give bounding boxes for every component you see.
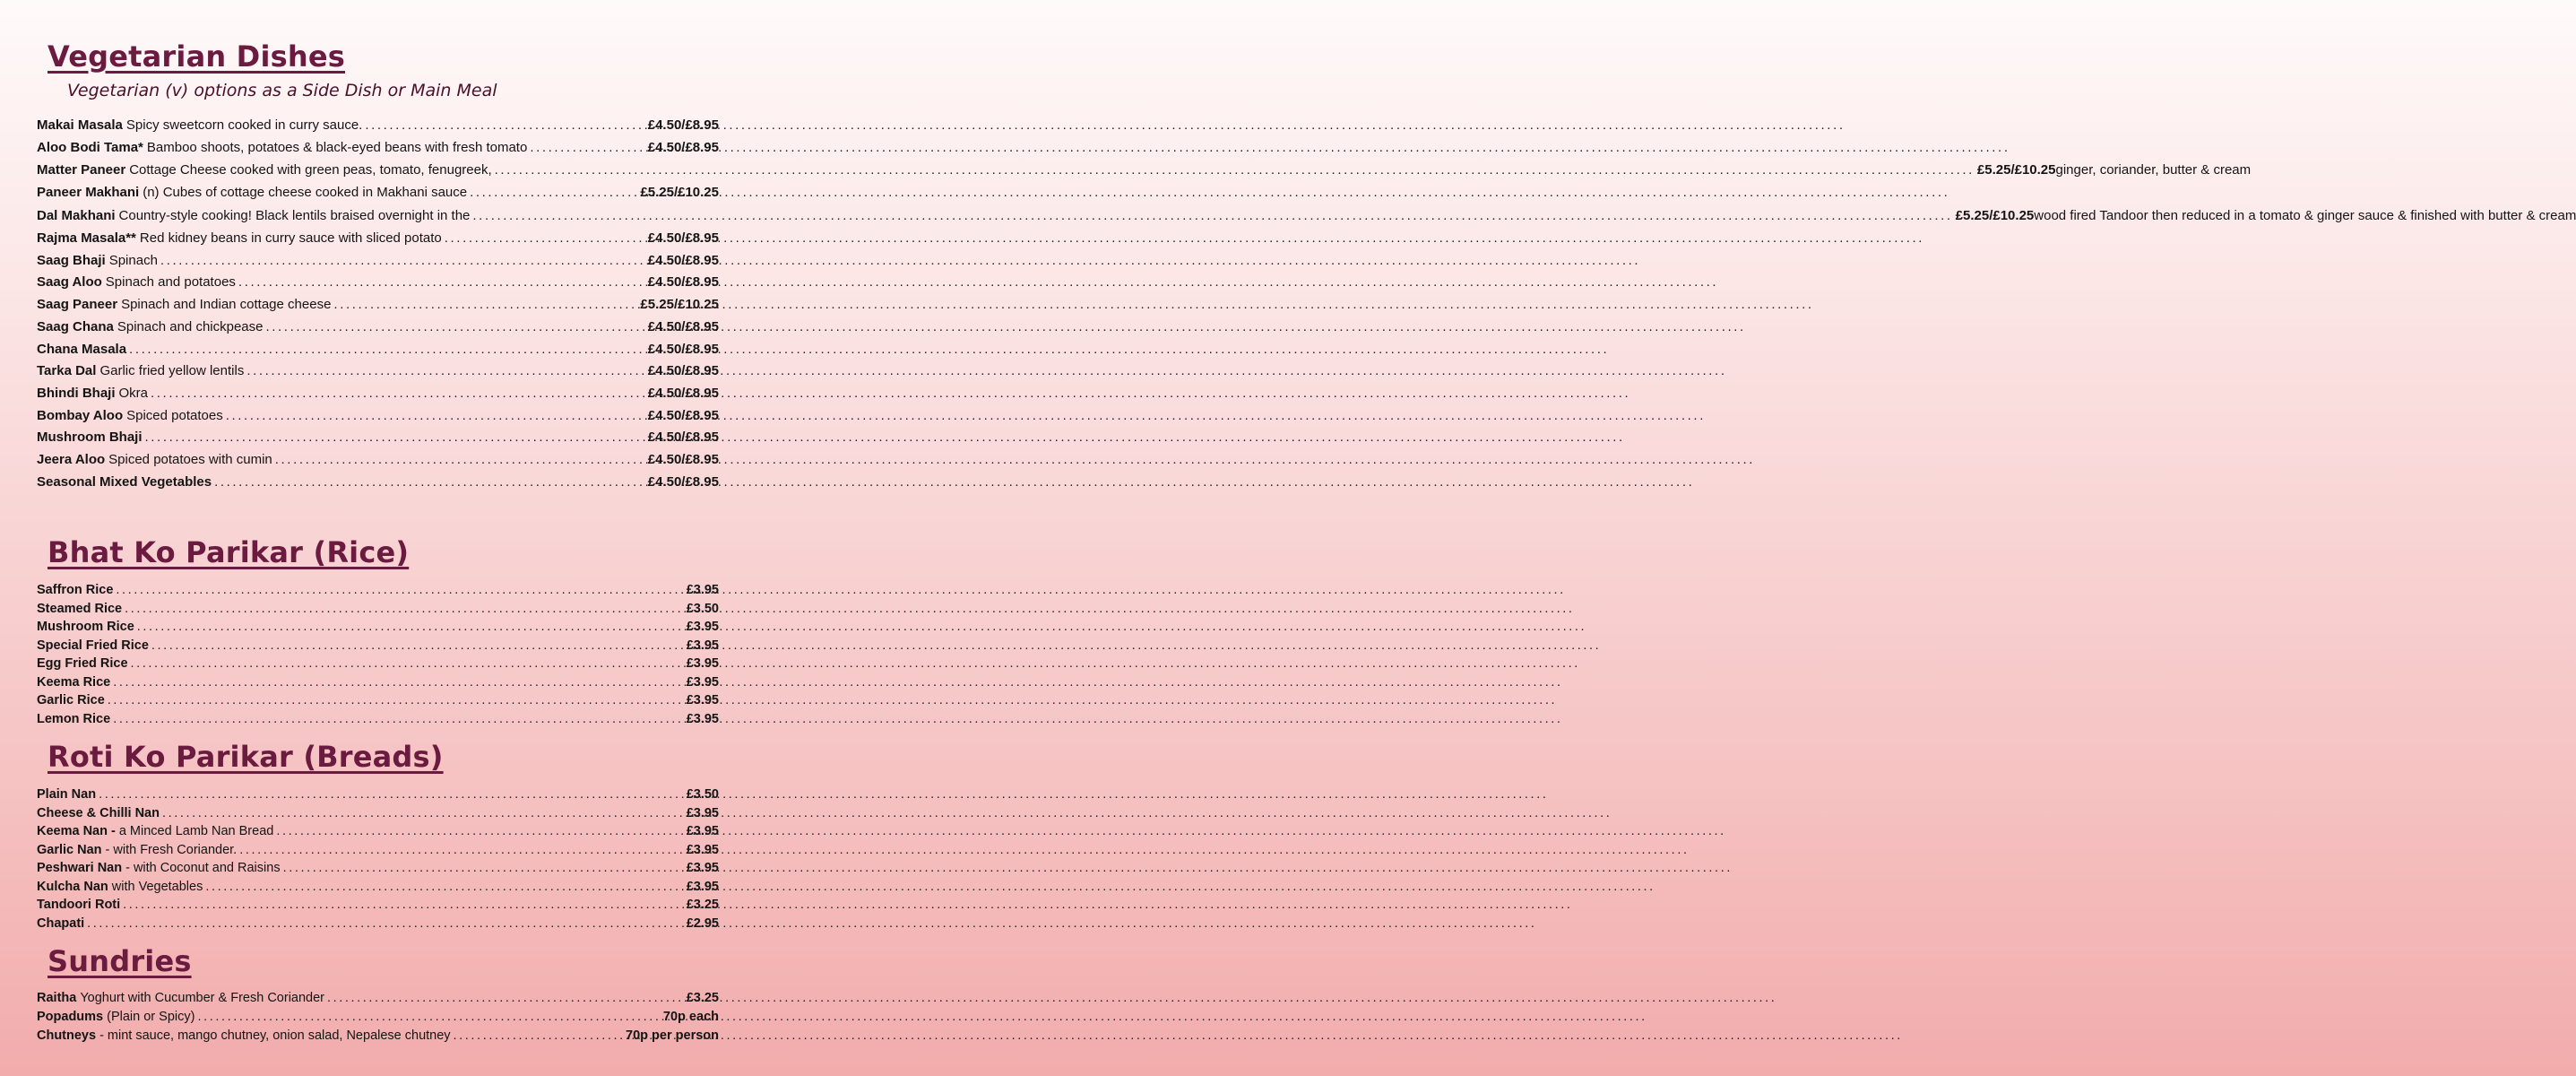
menu-item: Keema Nan - a Minced Lamb Nan Bread ..... £3.95: [37, 822, 719, 841]
menu-item: Keema Rice ..... £3.95: [37, 673, 719, 692]
menu-item: Jeera Aloo Spiced potatoes with cumin ..... £4.50/£8.95: [37, 449, 719, 472]
menu-item: Matter Paneer Cottage Cheese cooked with green peas, tomato, fenugreek, ..... £5.25/£10.25 ginger, coriander, butter & cream: [37, 159, 719, 182]
sundries-list: [37, 989, 719, 1046]
menu-item: Cheese & Chilli Nan ..... £3.95: [37, 804, 719, 823]
menu-item: Tandoori Roti ..... £3.25: [37, 896, 719, 915]
menu-item: Kulcha Nan with Vegetables ..... £3.95: [37, 878, 719, 897]
menu-item: Bhindi Bhaji Okra ..... £4.50/£8.95: [37, 383, 719, 405]
menu-item: Chutneys - mint sauce, mango chutney, onion salad, Nepalese chutney ..... 70p per person: [37, 1027, 719, 1046]
menu-item: Mushroom Rice ..... £3.95: [37, 618, 719, 637]
menu-item: Aloo Bodi Tama* Bamboo shoots, potatoes & black-eyed beans with fresh tomato ..... £4.50/£8.95: [37, 137, 719, 160]
menu-item: Special Fried Rice ..... £3.95: [37, 637, 719, 655]
menu-item: Makai Masala Spicy sweetcorn cooked in curry sauce. ..... £4.50/£8.95: [37, 115, 719, 137]
menu-item: Saag Chana Spinach and chickpease ..... £4.50/£8.95: [37, 317, 719, 339]
menu-item: Dal Makhani Country-style cooking! Black lentils braised overnight in the ..... £5.25/£10.25 wood fired Tandoor then reduced in a tomato & ginger sauce & finished with butter & cream: [37, 204, 719, 228]
menu-item: Seasonal Mixed Vegetables ..... £4.50/£8.95: [37, 472, 719, 494]
menu-item: Tarka Dal Garlic fried yellow lentils ..... £4.50/£8.95: [37, 360, 719, 383]
menu-item: Saag Paneer Spinach and Indian cottage cheese ..... £5.25/£10.25: [37, 294, 719, 317]
menu-item: Chapati ..... £2.95: [37, 915, 719, 933]
rice-list: [37, 581, 719, 728]
menu-item: Lemon Rice ..... £3.95: [37, 710, 719, 729]
section-title-rice: Bhat Ko Parikar (Rice): [48, 535, 410, 569]
menu-item: Steamed Rice ..... £3.50: [37, 600, 719, 619]
menu-item: Saag Aloo Spinach and potatoes ..... £4.50/£8.95: [37, 272, 719, 294]
menu-item: Plain Nan ..... £3.50: [37, 785, 719, 804]
menu-item: Garlic Rice ..... £3.95: [37, 691, 719, 710]
breads-list: [37, 785, 719, 933]
vegetarian-list: [37, 115, 2576, 493]
menu-item: Bombay Aloo Spiced potatoes ..... £4.50/£8.95: [37, 405, 719, 428]
menu-item: Egg Fried Rice ..... £3.95: [37, 655, 719, 673]
section-title-breads: Roti Ko Parikar (Breads): [48, 740, 444, 774]
menu-item: Garlic Nan - with Fresh Coriander. ..... £3.95: [37, 841, 719, 860]
menu-item: Saffron Rice ..... £3.95: [37, 581, 719, 600]
menu-item: Raitha Yoghurt with Cucumber & Fresh Coriander ..... £3.25: [37, 989, 719, 1008]
menu-item: Popadums (Plain or Spicy) ..... 70p each: [37, 1008, 719, 1027]
section-title-vegetarian: Vegetarian Dishes: [48, 39, 345, 74]
menu-item: Peshwari Nan - with Coconut and Raisins ..... £3.95: [37, 859, 719, 878]
menu-item: Mushroom Bhaji ..... £4.50/£8.95: [37, 427, 719, 449]
menu-item: Saag Bhaji Spinach ..... £4.50/£8.95: [37, 250, 719, 273]
section-title-sundries: Sundries: [48, 944, 192, 978]
menu-item: Rajma Masala** Red kidney beans in curry sauce with sliced potato ..... £4.50/£8.95: [37, 228, 719, 250]
menu-item: Paneer Makhani (n) Cubes of cottage cheese cooked in Makhani sauce ..... £5.25/£10.25: [37, 182, 719, 204]
vegetarian-subtitle: Vegetarian (v) options as a Side Dish or Main Meal: [67, 81, 497, 100]
menu-item: Chana Masala ..... £4.50/£8.95: [37, 339, 719, 361]
